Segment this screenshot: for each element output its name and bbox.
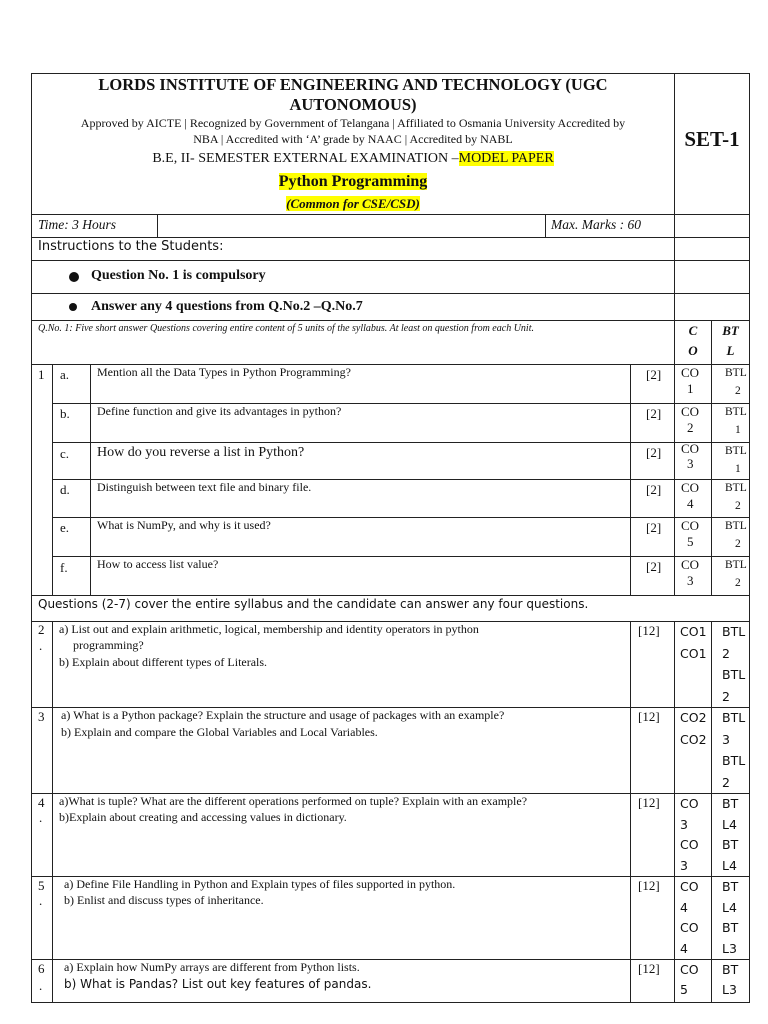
q1f-text: How to access list value? xyxy=(97,557,219,571)
q3-btl-b-num: 2 xyxy=(722,775,730,790)
q2-number-dot: . xyxy=(39,638,43,653)
q6-co-num: 5 xyxy=(680,982,688,997)
q6-btl-num: L3 xyxy=(722,982,737,997)
q1f-btl: BTL xyxy=(725,559,747,571)
q1a-co: CO xyxy=(681,365,700,380)
q5-marks: [12] xyxy=(638,878,660,893)
q1e-label: e. xyxy=(60,520,70,535)
institute-name-line1: LORDS INSTITUTE OF ENGINEERING AND TECHNOLOGY (UGC xyxy=(98,75,608,94)
q1b-marks: [2] xyxy=(646,406,662,421)
q1a-marks: [2] xyxy=(646,367,662,382)
approval-line1: Approved by AICTE | Recognized by Government of Telangana | Affiliated to Osmania University Accredited by xyxy=(80,116,626,130)
q4-btl-a: BT xyxy=(722,796,739,811)
q2-number: 2 xyxy=(38,622,45,637)
q3-line-b: b) Explain and compare the Global Variables and Local Variables. xyxy=(61,725,378,739)
q4-co-b-num: 3 xyxy=(680,858,688,873)
max-marks-label: Max. Marks : 60 xyxy=(551,217,641,232)
q1e-btl-num: 2 xyxy=(735,538,741,550)
q3-co-a: CO2 xyxy=(680,710,707,725)
q1a-label: a. xyxy=(60,367,70,382)
q1d-text: Distinguish between text file and binary file. xyxy=(97,480,312,494)
q5-line-a: a) Define File Handling in Python and Explain types of files supported in python. xyxy=(64,877,456,891)
q3-marks: [12] xyxy=(638,709,660,724)
btl-header: BT xyxy=(722,323,739,338)
q5-btl-b-num: L3 xyxy=(722,941,737,956)
q1f-marks: [2] xyxy=(646,559,662,574)
q5-co-b: CO xyxy=(680,920,699,935)
exam-title xyxy=(31,151,675,167)
q2-btl-b-num: 2 xyxy=(722,689,730,704)
q5-number: 5 xyxy=(38,878,45,893)
q1b-label-cell xyxy=(52,403,91,443)
q5-btl-a: BT xyxy=(722,879,739,894)
q1e-text: What is NumPy, and why is it used? xyxy=(97,518,271,532)
q4-btl-b-num: L4 xyxy=(722,858,737,873)
q1f-label-cell xyxy=(52,556,91,596)
q1e-btl: BTL xyxy=(725,520,747,532)
q1c-label: c. xyxy=(60,446,70,461)
q1b-co: CO xyxy=(681,404,700,419)
subject-title xyxy=(31,173,675,191)
q1a-label-cell xyxy=(52,364,91,404)
q2-line-a: a) List out and explain arithmetic, logical, membership and identity operators in python xyxy=(59,622,479,636)
q3-btl-a: BTL xyxy=(722,710,746,725)
instruction-row-2-right xyxy=(674,293,750,321)
q1f-co: CO xyxy=(681,557,700,572)
q3-btl-a-num: 3 xyxy=(722,732,730,747)
q6-btl: BT xyxy=(722,962,739,977)
instructions-title: Instructions to the Students: xyxy=(38,239,224,254)
q1c-btl-num: 1 xyxy=(735,463,741,475)
q4-number-dot: . xyxy=(39,810,43,825)
q5-btl-a-num: L4 xyxy=(722,900,737,915)
q1a-btl-num: 2 xyxy=(735,385,741,397)
q1-number-cell xyxy=(31,364,53,596)
q1b-co-num: 2 xyxy=(687,420,694,435)
q2-co-a: CO1 xyxy=(680,624,707,639)
q1e-co: CO xyxy=(681,518,700,533)
q2-line-b: b) Explain about different types of Literals. xyxy=(59,655,268,669)
q4-co-b: CO xyxy=(680,837,699,852)
q6-number: 6 xyxy=(38,961,45,976)
q1c-co-num: 3 xyxy=(687,456,694,471)
institute-name-line2: AUTONOMOUS) xyxy=(289,95,417,114)
q1d-btl: BTL xyxy=(725,482,747,494)
q4-btl-b: BT xyxy=(722,837,739,852)
q1d-label: d. xyxy=(60,482,70,497)
subject-name: Python Programming xyxy=(278,173,428,190)
q1d-marks: [2] xyxy=(646,482,662,497)
q1c-label-cell xyxy=(52,442,91,480)
approval-line2: NBA | Accredited with ‘A’ grade by NAAC | Accredited by NABL xyxy=(193,132,513,146)
q6-marks: [12] xyxy=(638,961,660,976)
q1e-label-cell xyxy=(52,517,91,557)
bullet-icon xyxy=(69,303,77,311)
q4-marks: [12] xyxy=(638,795,660,810)
blank-cell xyxy=(157,214,546,238)
q1b-text: Define function and give its advantages in python? xyxy=(97,404,342,418)
q3-line-a: a) What is a Python package? Explain the structure and usage of packages with an example? xyxy=(61,708,505,722)
q1d-label-cell xyxy=(52,479,91,518)
bullet-icon xyxy=(69,272,79,282)
q5-line-b: b) Enlist and discuss types of inheritance. xyxy=(64,893,264,907)
q3-btl-b: BTL xyxy=(722,753,746,768)
q3-co-b: CO2 xyxy=(680,732,707,747)
q4-btl-a-num: L4 xyxy=(722,817,737,832)
q5-btl-b: BT xyxy=(722,920,739,935)
instructions-title-right xyxy=(674,237,750,261)
q1d-co-num: 4 xyxy=(687,496,694,511)
instruction-item-1: Question No. 1 is compulsory xyxy=(91,268,266,283)
instruction-item-2: Answer any 4 questions from Q.No.2 –Q.No.7 xyxy=(91,299,363,314)
model-paper-label: MODEL PAPER xyxy=(458,151,554,166)
q1c-text: How do you reverse a list in Python? xyxy=(97,445,305,460)
exam-prefix: B.E, II- SEMESTER EXTERNAL EXAMINATION – xyxy=(152,151,459,166)
q5-co-b-num: 4 xyxy=(680,941,688,956)
q1a-text: Mention all the Data Types in Python Programming? xyxy=(97,365,351,379)
q1e-co-num: 5 xyxy=(687,534,694,549)
instruction-row-1-right xyxy=(674,260,750,294)
q1f-label: f. xyxy=(60,560,68,575)
q2-marks: [12] xyxy=(638,623,660,638)
q3-number: 3 xyxy=(38,709,45,724)
q1-note: Q.No. 1: Five short answer Questions covering entire content of 5 units of the syllabus. At least on question from each Unit. xyxy=(38,323,534,334)
q2-btl-b: BTL xyxy=(722,667,746,682)
q2-co-b: CO1 xyxy=(680,646,707,661)
q6-line-a: a) Explain how NumPy arrays are different from Python lists. xyxy=(64,960,360,974)
q4-co-a: CO xyxy=(680,796,699,811)
q6-number-dot: . xyxy=(39,978,43,993)
q1c-btl: BTL xyxy=(725,445,747,457)
q1c-co: CO xyxy=(681,441,700,456)
q6-co: CO xyxy=(680,962,699,977)
q2-btl-a: BTL xyxy=(722,624,746,639)
q1b-label: b. xyxy=(60,406,70,421)
q4-line-b: b)Explain about creating and accessing values in dictionary. xyxy=(59,810,347,824)
q4-number: 4 xyxy=(38,795,45,810)
btl-header-2: L xyxy=(726,343,735,358)
common-for-label: (Common for CSE/CSD) xyxy=(286,196,420,211)
q4-co-a-num: 3 xyxy=(680,817,688,832)
co-header: C xyxy=(688,323,698,338)
q1-number: 1 xyxy=(38,367,45,382)
q1a-btl: BTL xyxy=(725,367,747,379)
q1f-btl-num: 2 xyxy=(735,577,741,589)
q1b-btl-num: 1 xyxy=(735,424,741,436)
q4-line-a: a)What is tuple? What are the different operations performed on tuple? Explain with an example? xyxy=(59,794,528,808)
set-label: SET-1 xyxy=(684,127,740,151)
q6-line-b: b) What is Pandas? List out key features of pandas. xyxy=(64,977,372,991)
meta-right-cell xyxy=(674,214,750,238)
section2-note: Questions (2-7) cover the entire syllabus and the candidate can answer any four questions. xyxy=(38,597,589,611)
q2-btl-a-num: 2 xyxy=(722,646,730,661)
q5-co-a-num: 4 xyxy=(680,900,688,915)
q1c-marks: [2] xyxy=(646,445,662,460)
q5-co-a: CO xyxy=(680,879,699,894)
q1e-marks: [2] xyxy=(646,520,662,535)
q1b-btl: BTL xyxy=(725,406,747,418)
time-label: Time: 3 Hours xyxy=(38,217,117,232)
q1a-co-num: 1 xyxy=(687,381,694,396)
q1d-co: CO xyxy=(681,480,700,495)
common-for xyxy=(31,197,675,212)
q2-line-a-cont: programming? xyxy=(73,638,144,652)
q1d-btl-num: 2 xyxy=(735,500,741,512)
co-header-2: O xyxy=(688,343,698,358)
q5-number-dot: . xyxy=(39,893,43,908)
q1f-co-num: 3 xyxy=(687,573,694,588)
